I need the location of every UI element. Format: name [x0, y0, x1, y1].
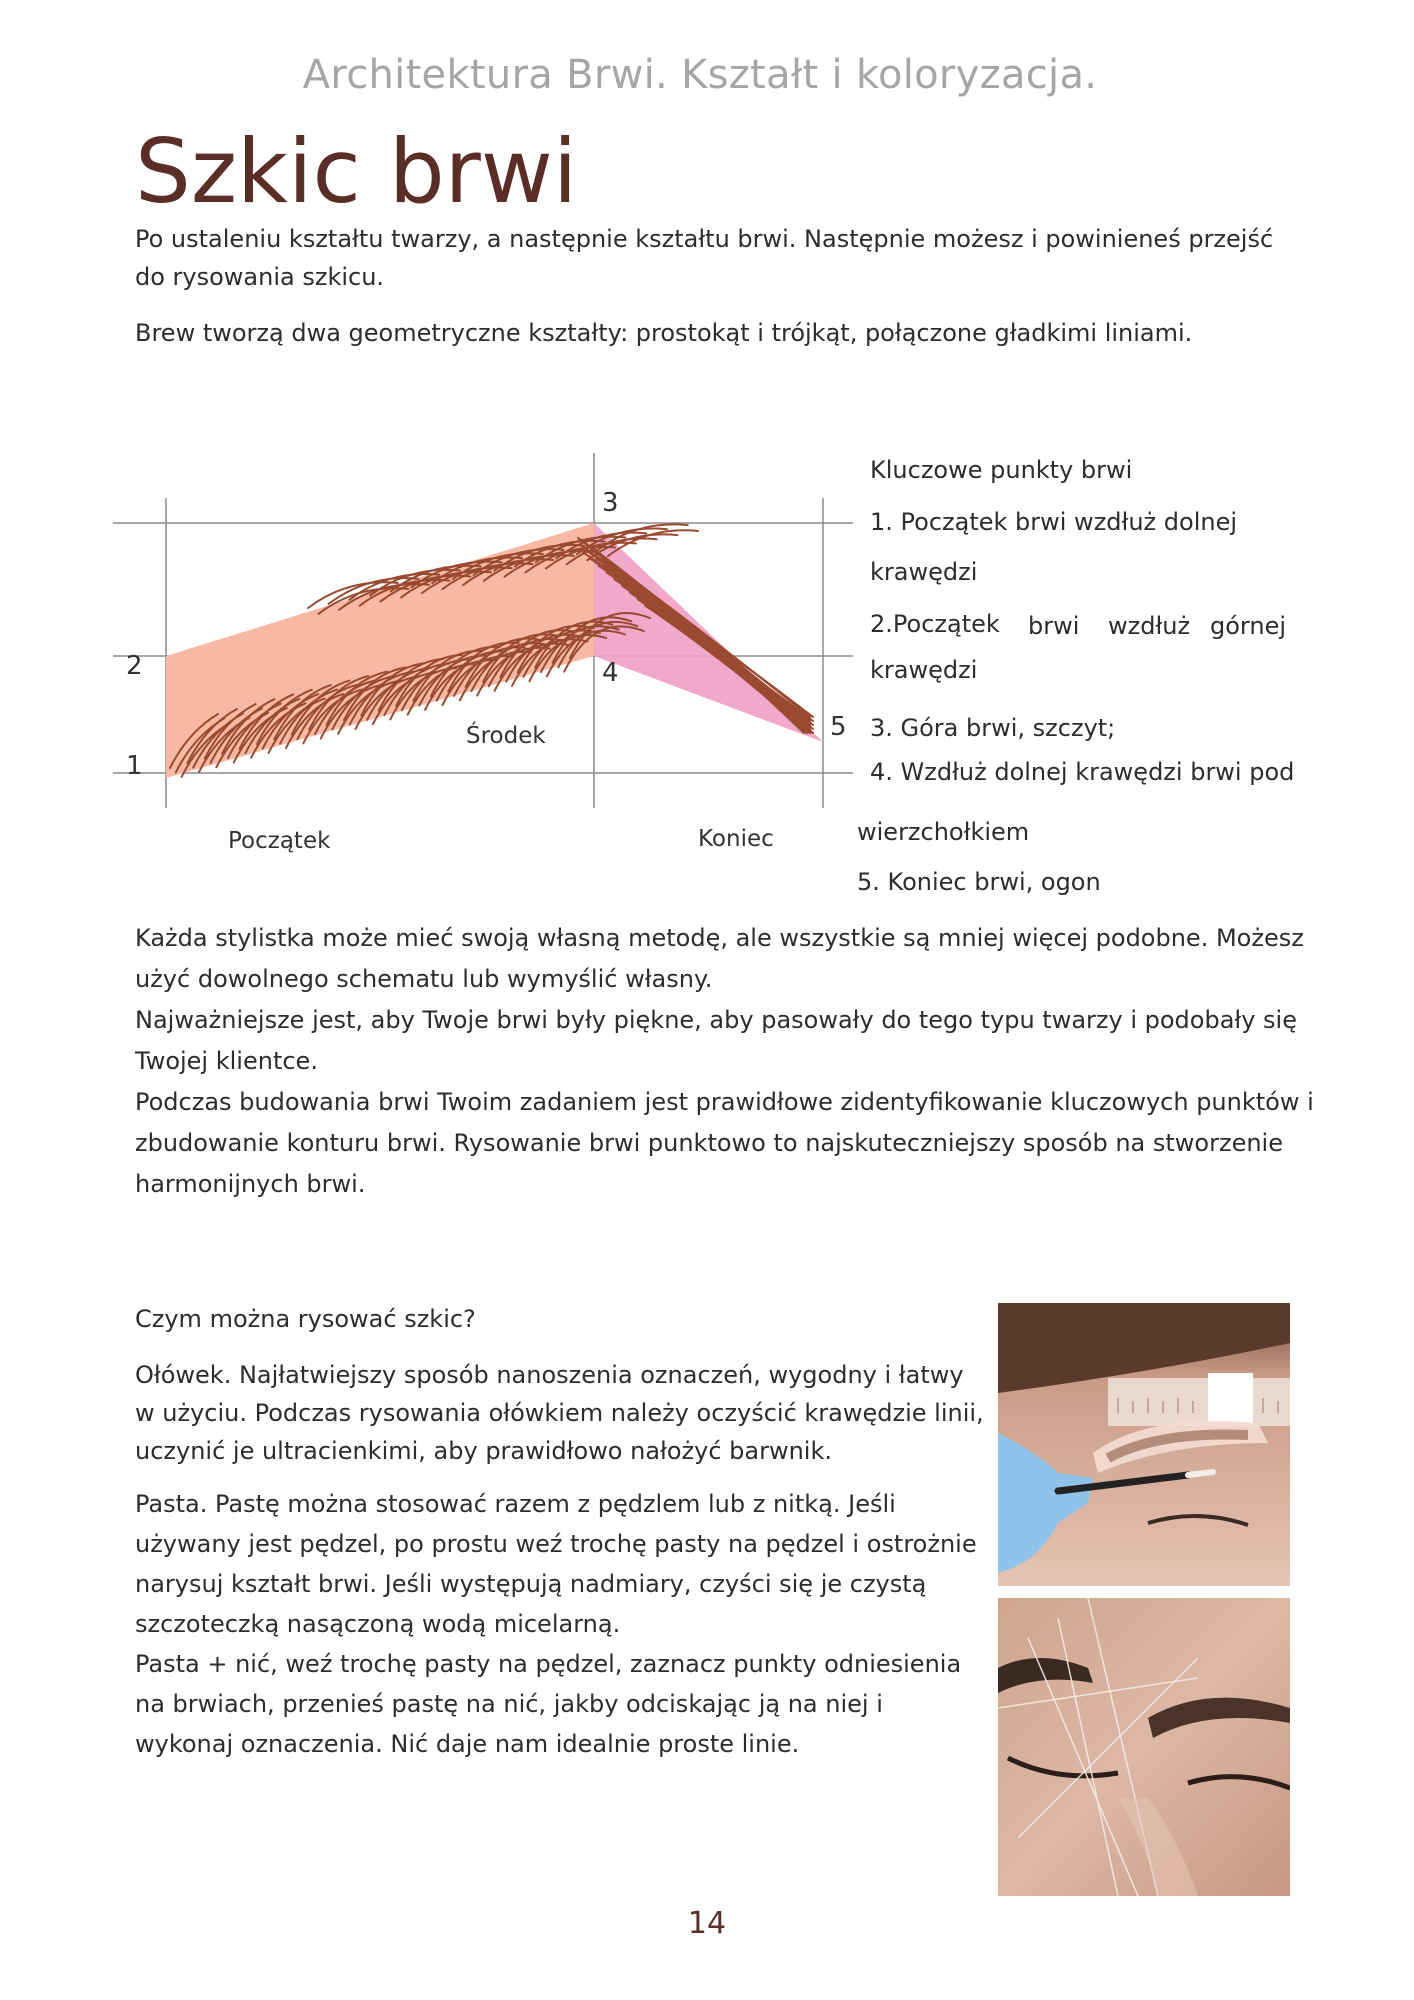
label-start: Początek — [228, 828, 331, 854]
photo-thread-mapping — [998, 1598, 1290, 1896]
running-title: Architektura Brwi. Kształt i koloryzacja. — [302, 52, 1098, 98]
key-point-2: 2.Początek — [870, 610, 1000, 638]
key-point-5: 5. Koniec brwi, ogon — [857, 868, 1101, 896]
key-point-3: 3. Góra brwi, szczyt; — [870, 714, 1116, 742]
point-label-5: 5 — [830, 712, 847, 742]
photo-eyebrow-ruler — [998, 1303, 1290, 1586]
sketch-paste-thread: Pasta + nić, weź trochę pasty na pędzel, zaznacz punkty odniesienia na brwiach, przenieś pastę na nić, jakby odciskając ją na niej i wykonaj oznaczenia. Nić daje nam idealnie proste linie. — [135, 1650, 962, 1758]
key-point-2-word-3: wzdłuż — [1108, 612, 1191, 640]
key-point-4-cont: wierzchołkiem — [857, 818, 1030, 846]
intro-paragraph-1: Po ustaleniu kształtu twarzy, a następnie kształtu brwi. Następnie możesz i powinieneś przejść do rysowania szkicu. — [135, 225, 1274, 291]
body-section — [135, 918, 1335, 1205]
eyebrow-diagram — [108, 448, 858, 868]
sketch-question: Czym można rysować szkic? — [135, 1305, 476, 1333]
key-point-1-cont: krawędzi — [870, 558, 978, 586]
sketch-pencil: Ołówek. Najłatwiejszy sposób nanoszenia oznaczeń, wygodny i łatwy w użyciu. Podczas rysowania ołówkiem należy oczyścić krawędzie linii, uczynić je ultracienkimi, aby prawidłowo nałożyć barwnik. — [135, 1361, 984, 1465]
page-number: 14 — [687, 1906, 727, 1941]
point-label-2: 2 — [126, 651, 143, 681]
point-label-1: 1 — [126, 751, 143, 781]
key-point-2-cont: krawędzi — [870, 656, 978, 684]
key-point-1: 1. Początek brwi wzdłuż dolnej — [870, 508, 1238, 536]
label-middle: Środek — [466, 723, 546, 749]
sketch-tools-section — [135, 1300, 985, 1764]
label-end: Koniec — [698, 826, 774, 852]
intro-paragraph-2: Brew tworzą dwa geometryczne kształty: prostokąt i trójkąt, połączone gładkimi liniami. — [135, 319, 1193, 347]
body-paragraph-3: Podczas budowania brwi Twoim zadaniem jest prawidłowe zidentyfikowanie kluczowych punktów i zbudowanie konturu brwi. Rysowanie brwi punktowo to najskuteczniejszy sposób na stworzenie harmonijnych brwi. — [135, 1088, 1314, 1198]
body-paragraph-1: Każda stylistka może mieć swoją własną metodę, ale wszystkie są mniej więcej podobne. Możesz użyć dowolnego schematu lub wymyślić własny. — [135, 924, 1304, 993]
point-label-4: 4 — [602, 658, 619, 688]
key-point-2-word-2: brwi — [1028, 612, 1080, 640]
body-paragraph-2: Najważniejsze jest, aby Twoje brwi były piękne, aby pasowały do tego typu twarzy i podobały się Twojej klientce. — [135, 1006, 1297, 1075]
key-point-4: 4. Wzdłuż dolnej krawędzi brwi pod — [870, 758, 1295, 786]
key-point-2-word-4: górnej — [1210, 612, 1287, 640]
page-title: Szkic brwi — [135, 120, 578, 223]
point-label-3: 3 — [602, 488, 619, 518]
sketch-paste: Pasta. Pastę można stosować razem z pędzlem lub z nitką. Jeśli używany jest pędzel, po prostu weź trochę pasty na pędzel i ostrożnie narysuj kształt brwi. Jeśli występują nadmiary, czyści się je czystą szczoteczką nasączoną wodą micelarną. — [135, 1490, 977, 1638]
key-points-heading: Kluczowe punkty brwi — [870, 456, 1133, 484]
